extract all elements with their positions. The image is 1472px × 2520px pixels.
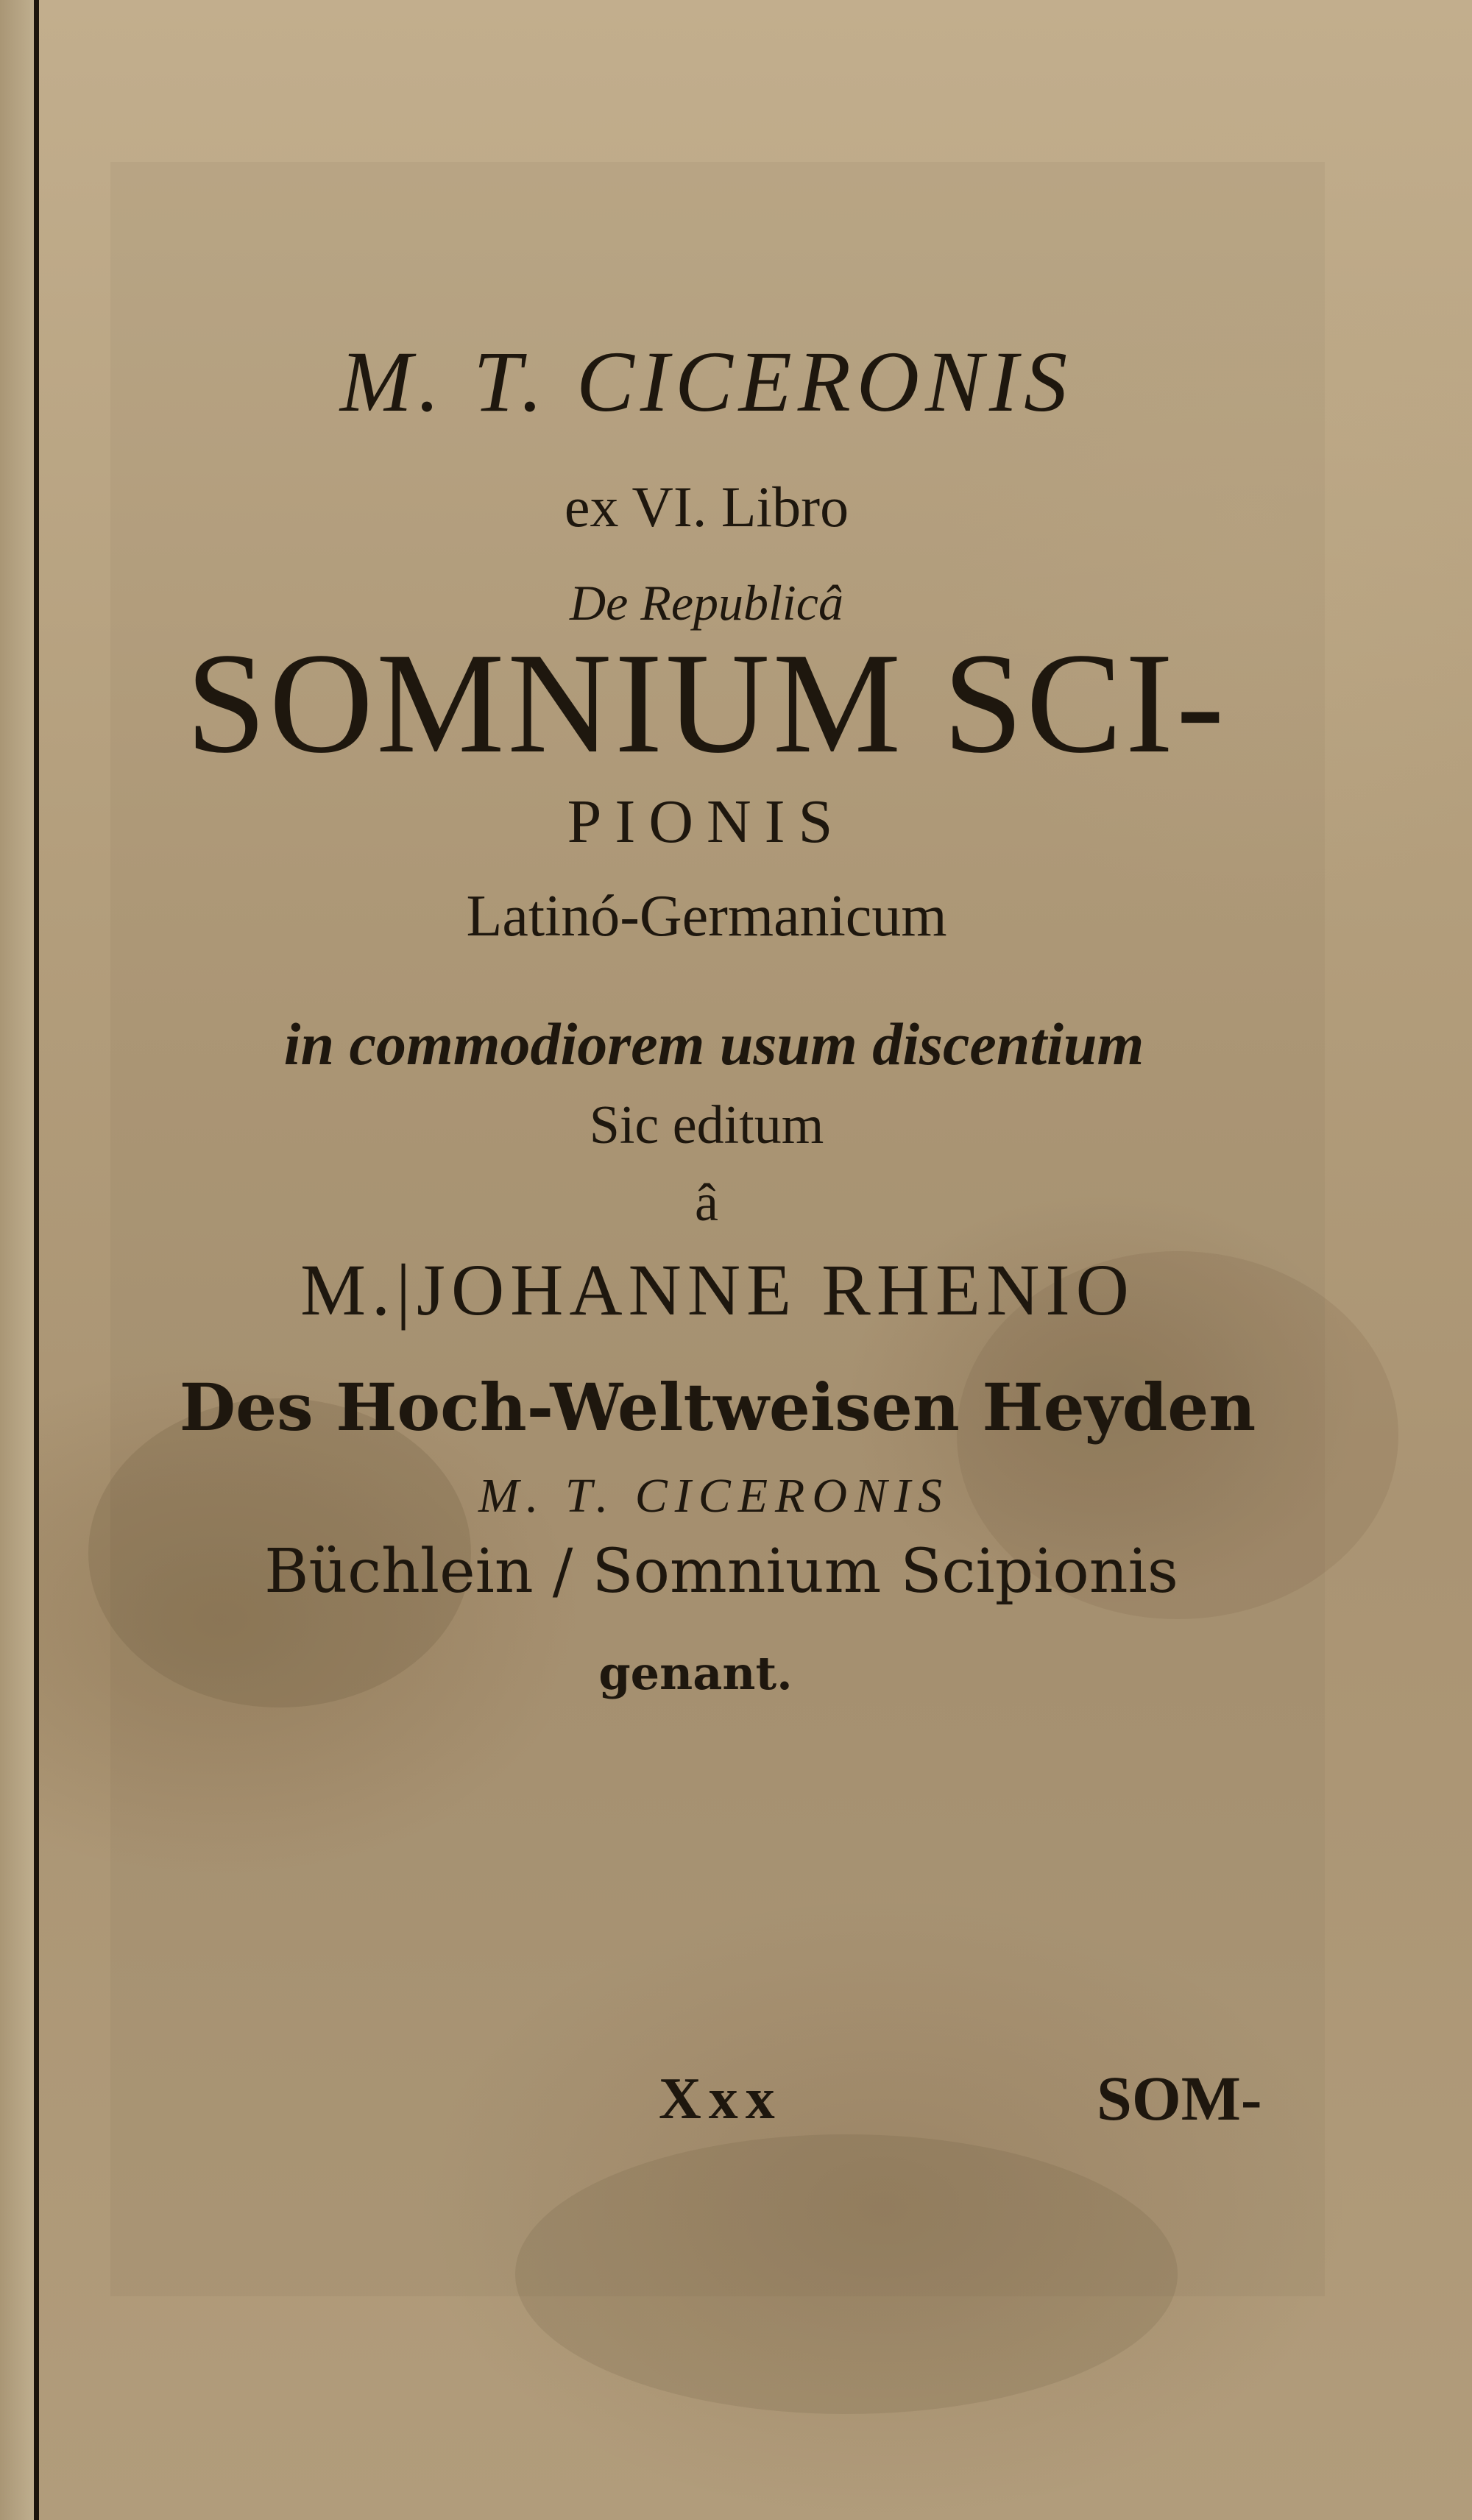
source-book-line: ex VI. Libro [564, 475, 849, 539]
german-title-line3: genant. [598, 1646, 793, 1700]
catchword: SOM- [1097, 2063, 1262, 2134]
purpose-line: in commodiorem usum discentium [283, 1011, 1144, 1077]
editor-name: M.|JOHANNE RHENIO [300, 1249, 1135, 1331]
german-title-author: M. T. CICERONIS [478, 1469, 950, 1523]
source-work-line: De Republicâ [570, 575, 843, 631]
main-title-continuation: PIONIS [567, 788, 846, 856]
author-heading: M. T. CICERONIS [339, 333, 1074, 430]
main-title: SOMNIUM SCI- [185, 623, 1228, 783]
german-title-line1: Des Hoch-Weltweisen Heyden [179, 1369, 1256, 1445]
german-title-line2: Büchlein / Somnium Scipionis [264, 1537, 1178, 1607]
signature-mark: Xxx [659, 2067, 782, 2131]
edited-line: Sic editum [589, 1095, 824, 1155]
paper-stain [515, 2134, 1178, 2414]
by-line: â [695, 1173, 718, 1232]
edition-language: Latinó-Germanicum [466, 884, 947, 949]
